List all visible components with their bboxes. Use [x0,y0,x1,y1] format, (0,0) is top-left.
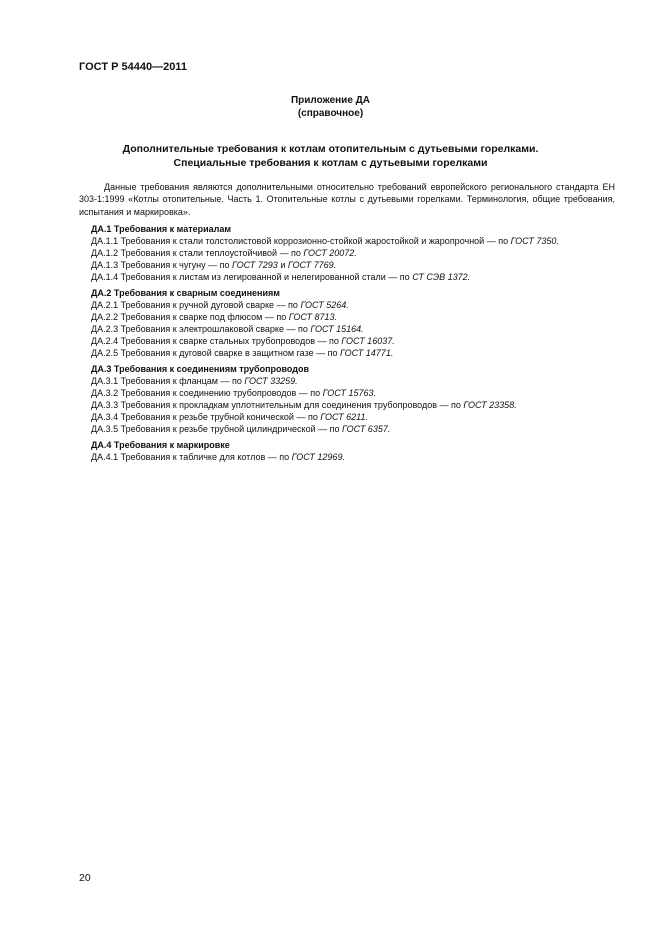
standard-reference: ГОСТ 23358 [463,400,515,410]
requirement-item [91,399,616,411]
requirement-text: ДА.2.4 Требования к сварке стальных трубопроводов — по [91,336,342,346]
appendix-heading-line-1: Дополнительные требования к котлам отопительным с дутьевыми горелками. [122,143,539,155]
requirement-text: ДА.2.1 Требования к ручной дуговой сварке — по [91,300,301,310]
requirements-section [91,439,616,463]
requirement-text: ДА.1.2 Требования к стали теплоустойчивой — по [91,248,304,258]
standard-reference: ГОСТ 15763 [322,388,374,398]
requirement-text: и [277,260,288,270]
requirements-content [91,223,616,467]
requirement-item [91,311,616,323]
intro-paragraph: Данные требования являются дополнительными относительно требований европейского регионального стандарта ЕН 303-1:1999 «Котлы отопительные. Часть 1. Отопительные котлы с дутьевыми горелками. Терминология, общие требования, испытания и маркировка». [79,182,615,217]
requirement-item [91,259,616,271]
section-heading: ДА.1 Требования к материалам [91,224,232,234]
standard-reference: ГОСТ 16037 [341,336,393,346]
requirement-item [91,323,616,335]
requirement-item [91,411,616,423]
requirement-item [91,387,616,399]
requirements-section [91,223,616,283]
standard-reference: ГОСТ 15164 [310,324,362,334]
appendix-heading-line-2: Специальные требования к котлам с дутьевыми горелками [173,157,488,169]
requirement-end: . [346,300,349,310]
requirement-end: . [387,424,391,434]
standard-reference: ГОСТ 20072 [303,248,355,258]
requirement-item [91,347,616,359]
requirement-end: . [333,260,337,270]
requirement-end: . [392,336,395,346]
requirement-text: ДА.1.3 Требования к чугуну — по [91,260,232,270]
requirement-end: . [514,400,517,410]
requirement-text: ДА.1.4 Требования к листам из легированной и нелегированной стали — по [91,272,413,282]
requirement-text: ДА.1.1 Требования к стали толстолистовой коррозионно-стойкой жаростойкой и жаропрочной — по [91,236,511,246]
requirement-item [91,375,616,387]
requirement-item [91,271,616,283]
requirement-end: . [467,272,471,282]
requirement-end: . [295,376,298,386]
requirement-text: ДА.3.4 Требования к резьбе трубной конической — по [91,412,321,422]
standard-reference: ГОСТ 33259 [244,376,296,386]
standard-reference: СТ СЭВ 1372 [412,272,468,282]
standard-reference: ГОСТ 5264 [300,300,347,310]
requirement-end: . [342,452,345,462]
requirement-text: ДА.2.3 Требования к электрошлаковой сварке — по [91,324,311,334]
requirement-item [91,299,616,311]
requirement-item [91,247,616,259]
section-heading: ДА.2 Требования к сварным соединениям [91,288,280,298]
requirement-text: ДА.3.3 Требования к прокладкам уплотнительным для соединения трубопроводов — по [91,400,464,410]
requirement-text: ДА.3.5 Требования к резьбе трубной цилиндрической — по [91,424,343,434]
standard-header: ГОСТ Р 54440—2011 [79,61,187,73]
requirement-item [91,451,616,463]
requirement-text: ДА.2.2 Требования к сварке под флюсом — по [91,312,289,322]
standard-reference: ГОСТ 12969 [291,452,343,462]
requirement-end: . [361,324,364,334]
requirements-section [91,287,616,359]
requirement-end: . [556,236,559,246]
requirement-end: . [373,388,377,398]
requirement-item [91,335,616,347]
standard-reference: ГОСТ 8713 [288,312,335,322]
requirement-end: . [334,312,338,322]
standard-reference: ГОСТ 7293 [232,260,278,270]
requirement-end: . [354,248,357,258]
requirement-item [91,235,616,247]
requirement-text: ДА.2.5 Требования к дуговой сварке в защитном газе — по [91,348,340,358]
requirement-text: ДА.3.1 Требования к фланцам — по [91,376,245,386]
standard-reference: ГОСТ 6357 [342,424,388,434]
standard-reference: ГОСТ 7350 [510,236,557,246]
appendix-title: Приложение ДА [290,95,371,106]
standard-reference: ГОСТ 7769 [287,260,334,270]
requirement-text: ДА.4.1 Требования к табличке для котлов — по [91,452,292,462]
requirement-text: ДА.3.2 Требования к соединению трубопроводов — по [91,388,323,398]
requirements-section [91,363,616,435]
section-heading: ДА.4 Требования к маркировке [91,440,230,450]
standard-reference: ГОСТ 6211 [320,412,366,422]
requirement-end: . [390,348,394,358]
requirement-end: . [365,412,369,422]
page-number: 20 [79,872,91,884]
section-heading: ДА.3 Требования к соединениям трубопроводов [91,364,310,374]
requirement-item [91,423,616,435]
standard-reference: ГОСТ 14771 [340,348,391,358]
appendix-subtitle: (справочное) [297,108,364,119]
